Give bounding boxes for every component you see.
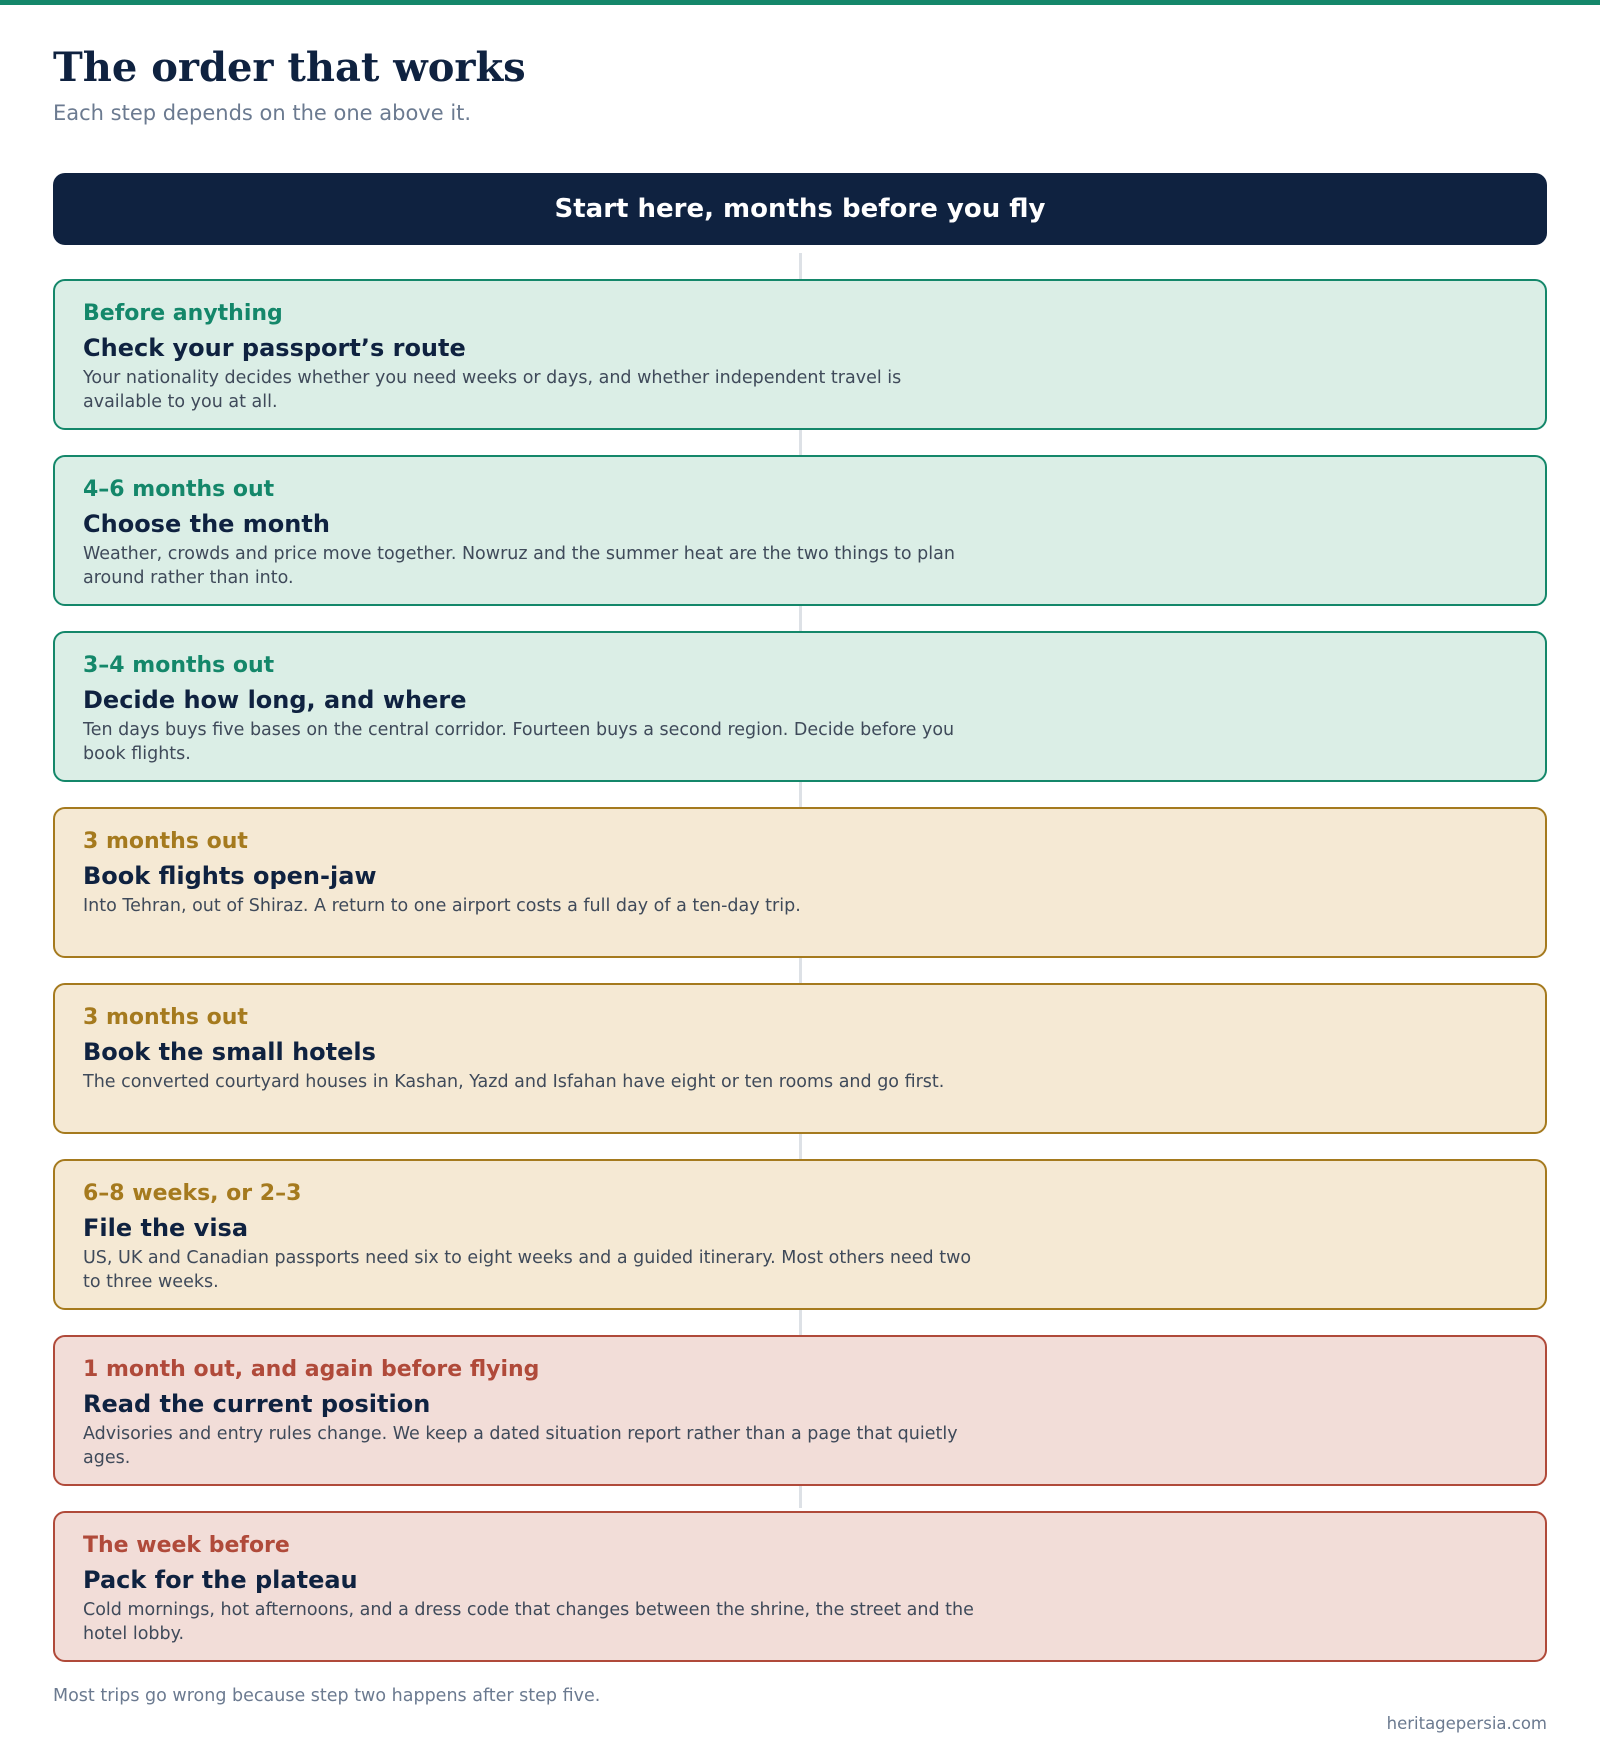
step-list: [53, 279, 1547, 1687]
page-subtitle: Each step depends on the one above it.: [53, 101, 472, 125]
step-timing: 1 month out, and again before flying: [83, 1357, 540, 1382]
step-title: File the visa: [83, 1214, 249, 1242]
step-title: Book the small hotels: [83, 1038, 376, 1066]
step-card: [53, 455, 1547, 606]
step-title: Choose the month: [83, 510, 330, 538]
step-card: [53, 1511, 1547, 1662]
step-title: Book flights open-jaw: [83, 862, 377, 890]
step-timing: Before anything: [83, 301, 283, 326]
top-accent-rule: [0, 0, 1600, 5]
step-title: Read the current position: [83, 1390, 431, 1418]
step-card: [53, 1335, 1547, 1486]
step-description: Cold mornings, hot afternoons, and a dress code that changes between the shrine, the street and the hotel lobby.: [83, 1600, 974, 1644]
start-banner-label: Start here, months before you fly: [554, 194, 1046, 224]
page-title: The order that works: [53, 44, 526, 91]
step-timing: 4–6 months out: [83, 477, 275, 502]
step-timing: The week before: [83, 1533, 290, 1558]
step-card: [53, 983, 1547, 1134]
step-card: [53, 807, 1547, 958]
step-description: Ten days buys five bases on the central corridor. Fourteen buys a second region. Decide before you book flights.: [83, 720, 955, 764]
step-card: [53, 279, 1547, 430]
step-card: [53, 631, 1547, 782]
step-description: Your nationality decides whether you need weeks or days, and whether independent travel is available to you at all.: [83, 368, 902, 412]
footnote: Most trips go wrong because step two happens after step five.: [53, 1686, 601, 1706]
source-credit: heritagepersia.com: [1386, 1714, 1547, 1733]
step-description: The converted courtyard houses in Kashan, Yazd and Isfahan have eight or ten rooms and go first.: [83, 1072, 945, 1092]
step-timing: 3 months out: [83, 829, 248, 854]
step-timing: 6–8 weeks, or 2–3: [83, 1181, 302, 1206]
step-title: Decide how long, and where: [83, 686, 467, 714]
step-description: Weather, crowds and price move together. Nowruz and the summer heat are the two things to plan around rather than into.: [83, 544, 955, 588]
start-banner: [53, 173, 1547, 245]
step-description: US, UK and Canadian passports need six to eight weeks and a guided itinerary. Most others need two to three weeks.: [83, 1248, 972, 1292]
step-description: Into Tehran, out of Shiraz. A return to one airport costs a full day of a ten-day trip.: [83, 896, 801, 916]
step-timing: 3 months out: [83, 1005, 248, 1030]
step-title: Check your passport’s route: [83, 334, 466, 362]
step-description: Advisories and entry rules change. We keep a dated situation report rather than a page that quietly ages.: [83, 1424, 958, 1468]
step-card: [53, 1159, 1547, 1310]
step-title: Pack for the plateau: [83, 1566, 358, 1594]
step-timing: 3–4 months out: [83, 653, 275, 678]
